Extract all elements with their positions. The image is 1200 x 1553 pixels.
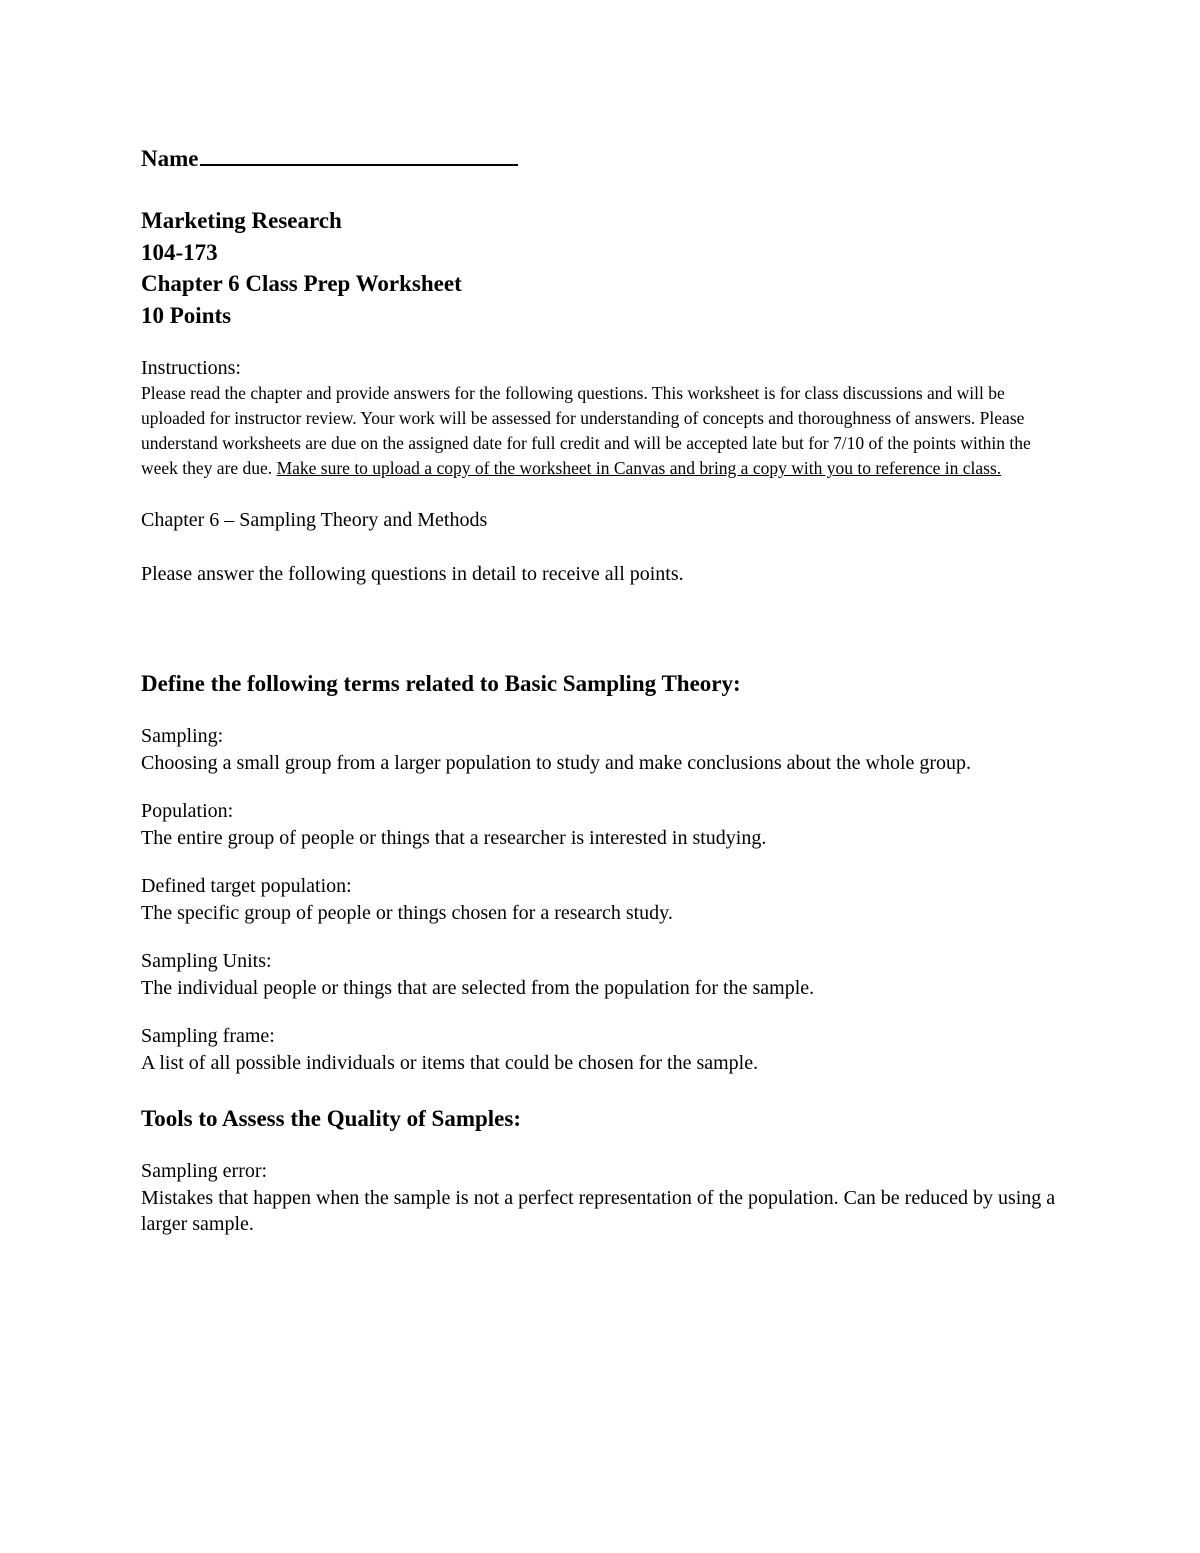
term-sampling-error bbox=[141, 1158, 1061, 1238]
name-line bbox=[141, 140, 1061, 177]
name-label: Name bbox=[141, 146, 199, 171]
term-sampling bbox=[141, 723, 1061, 776]
instructions-block bbox=[141, 355, 1061, 481]
term-sampling-units bbox=[141, 948, 1061, 1001]
term-definition: The specific group of people or things chosen for a research study. bbox=[141, 901, 673, 924]
points-label: 10 Points bbox=[141, 302, 232, 328]
term-sampling-frame bbox=[141, 1023, 1061, 1076]
section-heading-basic-sampling: Define the following terms related to Basic Sampling Theory: bbox=[141, 671, 741, 696]
term-label: Population: bbox=[141, 800, 234, 822]
chapter-intro: Please answer the following questions in detail to receive all points. bbox=[141, 563, 684, 585]
term-definition: Mistakes that happen when the sample is not a perfect representation of the population. Can be reduced by using a larger sample. bbox=[141, 1186, 1056, 1235]
instructions-text: Please read the chapter and provide answers for the following questions. This worksheet is for class discussions and will be uploaded for instructor review. Your work will be assessed for understanding of concepts and thoroughness of answers. Please understand worksheets are due on the assigned date for full credit and will be accepted late but for 7/10 of the points within the week they are due. bbox=[141, 383, 1031, 478]
term-label: Sampling Units: bbox=[141, 950, 272, 972]
term-population bbox=[141, 798, 1061, 851]
instructions-body bbox=[141, 381, 1056, 481]
term-label: Sampling: bbox=[141, 725, 224, 747]
term-definition: Choosing a small group from a larger population to study and make conclusions about the whole group. bbox=[141, 751, 972, 774]
chapter-heading: Chapter 6 – Sampling Theory and Methods bbox=[141, 509, 488, 531]
term-definition: A list of all possible individuals or items that could be chosen for the sample. bbox=[141, 1051, 759, 1074]
instructions-upload-note: Make sure to upload a copy of the worksheet in Canvas and bring a copy with you to reference in class. bbox=[276, 458, 1002, 478]
term-label: Sampling frame: bbox=[141, 1025, 275, 1047]
term-defined-target-population bbox=[141, 873, 1061, 926]
worksheet-title: Chapter 6 Class Prep Worksheet bbox=[141, 271, 462, 296]
course-number: 104-173 bbox=[141, 239, 218, 265]
term-definition: The entire group of people or things that a researcher is interested in studying. bbox=[141, 826, 767, 849]
term-label: Defined target population: bbox=[141, 875, 352, 897]
instructions-heading: Instructions: bbox=[141, 357, 241, 379]
term-label: Sampling error: bbox=[141, 1160, 268, 1182]
term-definition: The individual people or things that are selected from the population for the sample. bbox=[141, 976, 815, 999]
worksheet-page bbox=[141, 140, 1061, 1238]
section-heading-sample-quality: Tools to Assess the Quality of Samples: bbox=[141, 1106, 521, 1131]
name-blank-line bbox=[200, 140, 518, 166]
title-block bbox=[141, 205, 1061, 331]
course-title: Marketing Research bbox=[141, 208, 342, 233]
